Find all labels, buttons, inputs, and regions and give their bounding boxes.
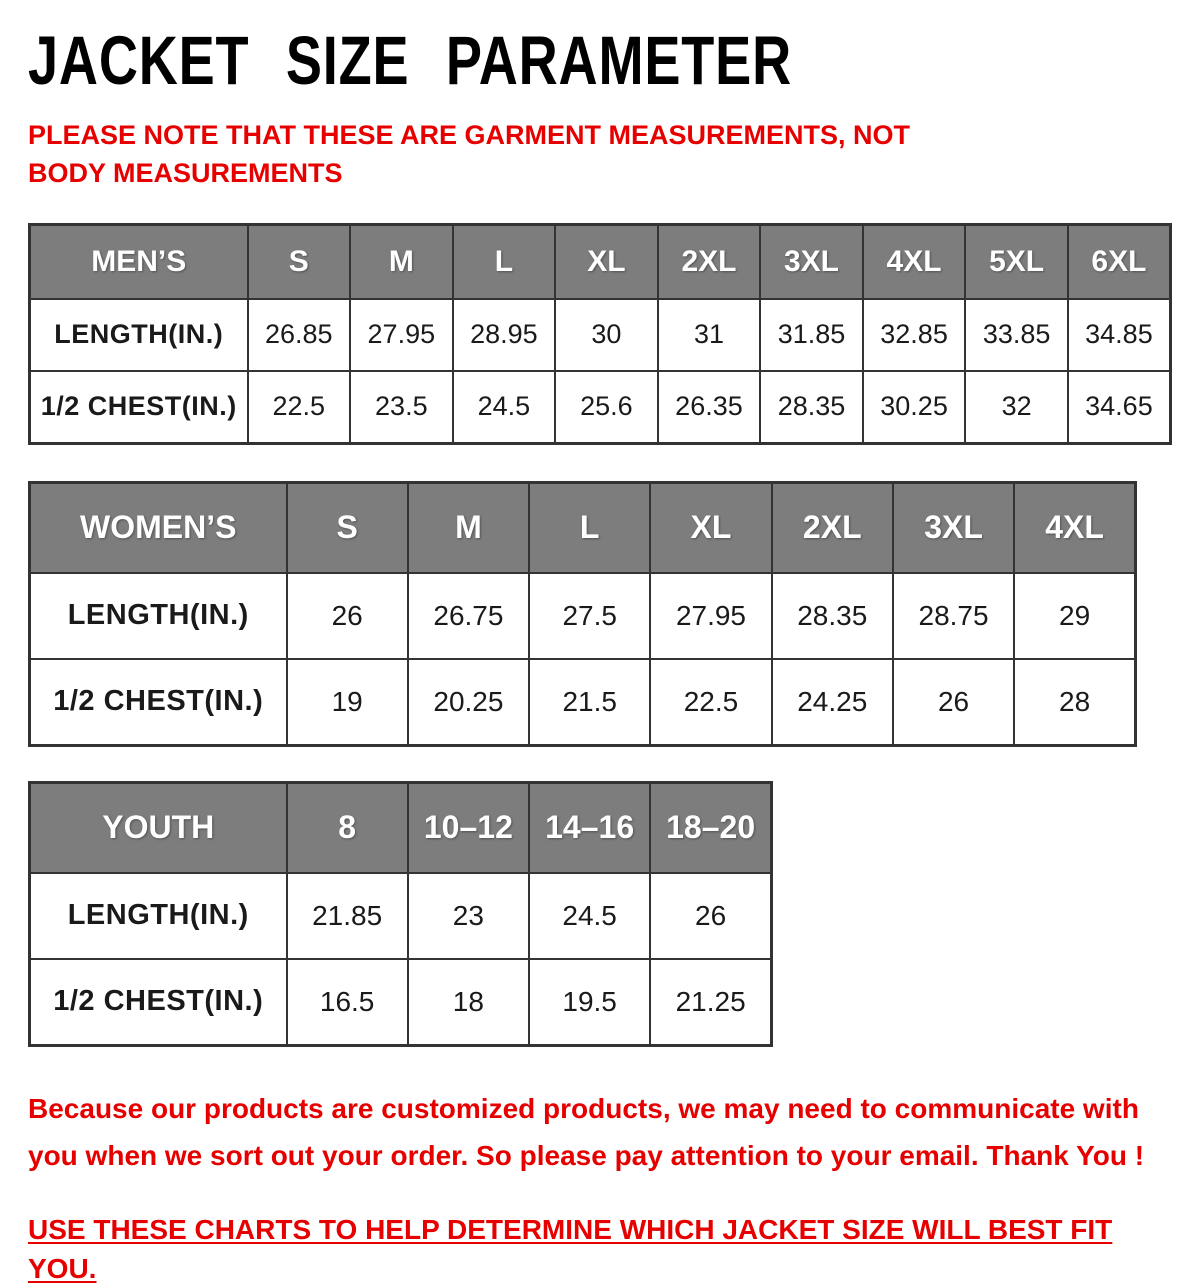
value-cell: 24.25 [772,659,893,746]
youth-header-row [30,782,772,873]
value-cell: 27.95 [350,299,453,371]
value-cell: 34.65 [1068,371,1171,444]
size-header-cell: L [453,224,556,299]
size-header-cell: XL [555,224,658,299]
size-header-cell: 14–16 [529,782,650,873]
value-cell: 31 [658,299,761,371]
value-cell: 33.85 [965,299,1068,371]
garment-measurement-note: PLEASE NOTE THAT THESE ARE GARMENT MEASUREMENTS, NOT BODY MEASUREMENTS [28,120,911,189]
value-cell: 27.95 [650,573,771,659]
youth-length-row [30,873,772,959]
value-cell: 26.35 [658,371,761,444]
value-cell: 26 [287,573,408,659]
value-cell: 21.85 [287,873,408,959]
page-title: JACKET SIZE PARAMETER [28,21,792,99]
value-cell: 26.75 [408,573,529,659]
size-header-cell: 5XL [965,224,1068,299]
womens-header-row [30,482,1136,573]
fit-guidance-note: USE THESE CHARTS TO HELP DETERMINE WHICH JACKET SIZE WILL BEST FIT YOU. [28,1213,1113,1285]
value-cell: 29 [1014,573,1135,659]
size-header-cell: M [350,224,453,299]
size-header-cell: 4XL [1014,482,1135,573]
womens-table-title-cell: WOMEN’S [30,482,287,573]
value-cell: 30 [555,299,658,371]
womens-length-row [30,573,1136,659]
womens-chest-row [30,659,1136,746]
row-label-cell: 1/2 CHEST(IN.) [30,371,248,444]
value-cell: 26 [893,659,1014,746]
size-header-cell: 3XL [893,482,1014,573]
size-header-cell: 2XL [658,224,761,299]
value-cell: 34.85 [1068,299,1171,371]
mens-table-title-cell: MEN’S [30,224,248,299]
row-label-cell: LENGTH(IN.) [30,299,248,371]
size-header-cell: M [408,482,529,573]
value-cell: 24.5 [529,873,650,959]
value-cell: 22.5 [650,659,771,746]
row-label-cell: LENGTH(IN.) [30,573,287,659]
value-cell: 28.75 [893,573,1014,659]
womens-size-table [28,481,1137,747]
value-cell: 32.85 [863,299,966,371]
youth-size-table [28,781,773,1047]
size-header-cell: 10–12 [408,782,529,873]
value-cell: 19 [287,659,408,746]
mens-length-row [30,299,1171,371]
value-cell: 28.95 [453,299,556,371]
row-label-cell: 1/2 CHEST(IN.) [30,959,287,1046]
size-header-cell: 3XL [760,224,863,299]
value-cell: 19.5 [529,959,650,1046]
row-label-cell: LENGTH(IN.) [30,873,287,959]
size-header-cell: 18–20 [650,782,771,873]
value-cell: 22.5 [248,371,351,444]
value-cell: 23 [408,873,529,959]
row-label-cell: 1/2 CHEST(IN.) [30,659,287,746]
value-cell: 21.25 [650,959,771,1046]
size-header-cell: L [529,482,650,573]
value-cell: 32 [965,371,1068,444]
value-cell: 28.35 [772,573,893,659]
customization-notice: Because our products are customized products, we may need to communicate with you when we sort out your order. So please pay attention to your email. Thank You ! [28,1092,1145,1172]
mens-header-row [30,224,1171,299]
mens-size-table [28,223,1172,445]
size-header-cell: S [287,482,408,573]
value-cell: 27.5 [529,573,650,659]
mens-chest-row [30,371,1171,444]
value-cell: 20.25 [408,659,529,746]
value-cell: 31.85 [760,299,863,371]
size-header-cell: 8 [287,782,408,873]
value-cell: 21.5 [529,659,650,746]
youth-table-title-cell: YOUTH [30,782,287,873]
youth-chest-row [30,959,772,1046]
size-header-cell: XL [650,482,771,573]
value-cell: 30.25 [863,371,966,444]
value-cell: 28 [1014,659,1135,746]
value-cell: 23.5 [350,371,453,444]
value-cell: 16.5 [287,959,408,1046]
size-header-cell: 6XL [1068,224,1171,299]
size-header-cell: 4XL [863,224,966,299]
value-cell: 28.35 [760,371,863,444]
value-cell: 26.85 [248,299,351,371]
size-header-cell: S [248,224,351,299]
value-cell: 26 [650,873,771,959]
size-header-cell: 2XL [772,482,893,573]
value-cell: 24.5 [453,371,556,444]
value-cell: 18 [408,959,529,1046]
value-cell: 25.6 [555,371,658,444]
